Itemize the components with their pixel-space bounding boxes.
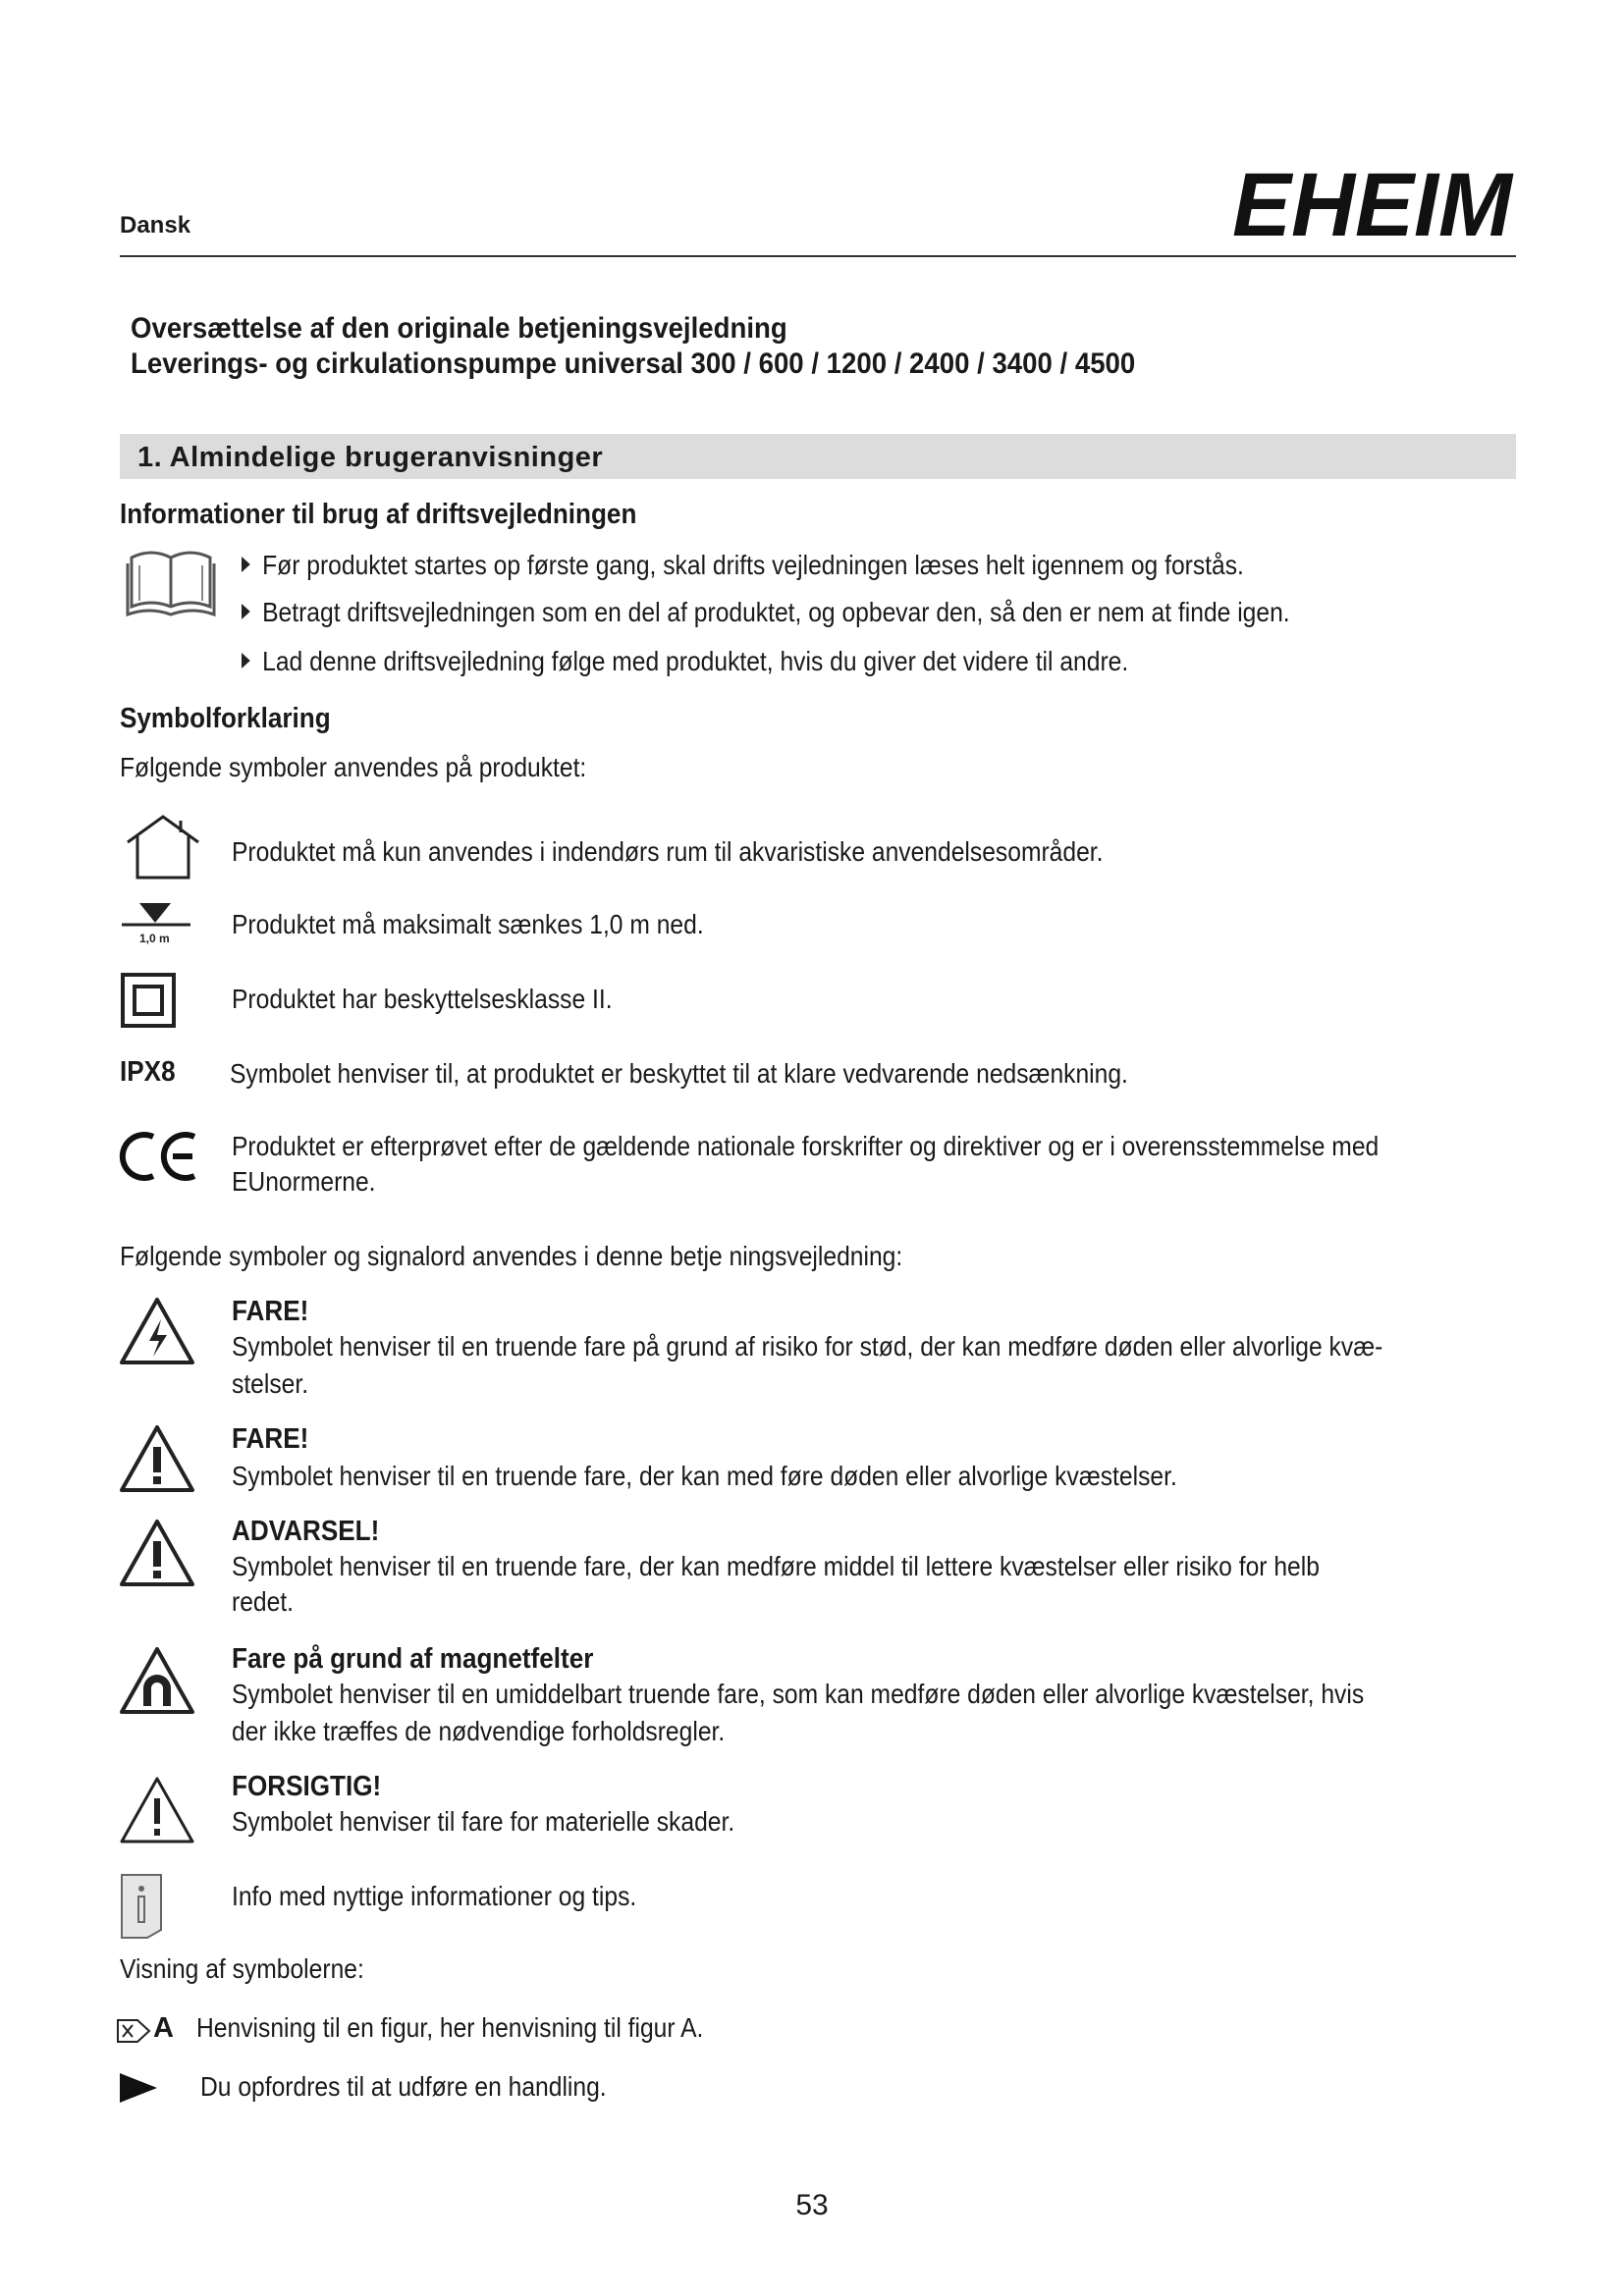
- warning-text-advarsel-1: Symbolet henviser til en truende fare, der kan medføre middel til lettere kvæstelser eller risiko for helb: [232, 1551, 1320, 1581]
- warning-text-magnet-1: Symbolet henviser til en umiddelbart truende fare, som kan medføre døden eller alvorlige kvæstelser, hvis: [232, 1679, 1365, 1709]
- symbol-text-ipx8: Symbolet henviser til, at produktet er beskyttet til at klare vedvarende nedsænkning.: [230, 1058, 1128, 1089]
- page-number: 53: [795, 2189, 829, 2221]
- symbol-text-ce-1: Produktet er efterprøvet efter de gældende nationale forskrifter og direktiver og er i overensstemmelse med: [232, 1131, 1380, 1161]
- house-icon: [122, 813, 204, 881]
- bullet-arrow-icon: [242, 653, 250, 668]
- symbol-text-indoor: Produktet må kun anvendes i indendørs rum til akvaristiske anvendelsesområder.: [232, 836, 1104, 867]
- figure-ref-text: Henvisning til en figur, her henvisning til figur A.: [196, 2012, 704, 2043]
- warning-title-advarsel: ADVARSEL!: [232, 1516, 380, 1547]
- warning-text-advarsel-2: redet.: [232, 1586, 295, 1617]
- warning-title-fare: FARE!: [232, 1423, 309, 1455]
- section-heading: 1. Almindelige brugeranvisninger: [137, 442, 604, 473]
- ipx8-label: IPX8: [120, 1056, 176, 1088]
- symbol-heading: Symbolforklaring: [120, 703, 331, 734]
- warning-title-electric: FARE!: [232, 1296, 309, 1327]
- info-bullet-3: Lad denne driftsvejledning følge med produktet, hvis du giver det videre til andre.: [242, 646, 1128, 677]
- symbol-text-protection: Produktet har beskyttelsesklasse II.: [232, 984, 613, 1014]
- symbol-intro: Følgende symboler anvendes på produktet:: [120, 752, 587, 782]
- caution-icon: [118, 1775, 196, 1845]
- info-bullet-2: Betragt driftsvejledningen som en del af produktet, og opbevar den, så den er nem at finde igen.: [242, 597, 1290, 628]
- warning-text-fare: Symbolet henviser til en truende fare, der kan med føre døden eller alvorlige kvæstelser.: [232, 1461, 1177, 1491]
- symbol-text-ce-2: EUnormerne.: [232, 1166, 376, 1197]
- electric-hazard-icon: [118, 1296, 196, 1366]
- warning-text-electric-1: Symbolet henviser til en truende fare på grund af risiko for stød, der kan medføre døden eller alvorlige kvæ-: [232, 1331, 1383, 1362]
- info-heading: Informationer til brug af driftsvejledningen: [120, 499, 637, 530]
- warning-text-electric-2: stelser.: [232, 1368, 309, 1399]
- eheim-logo: [1232, 155, 1517, 255]
- title-line-1: Oversættelse af den originale betjeningsvejledning: [131, 312, 787, 345]
- magnet-hazard-icon: [118, 1645, 196, 1716]
- display-heading: Visning af symbolerne:: [120, 1953, 364, 1984]
- protection-class-icon: [120, 972, 177, 1029]
- logo-text: EHEIM: [1232, 155, 1515, 255]
- depth-icon-label: 1,0 m: [139, 932, 170, 945]
- figure-ref-icon: [116, 2016, 151, 2046]
- warning-icon: [118, 1423, 196, 1494]
- book-icon: [126, 546, 216, 620]
- warning-title-forsigtig: FORSIGTIG!: [232, 1771, 382, 1802]
- warning-title-magnet: Fare på grund af magnetfelter: [232, 1643, 594, 1675]
- header-divider: [120, 255, 1516, 257]
- section-heading-bar: [120, 434, 1516, 479]
- warning-text-magnet-2: der ikke træffes de nødvendige forholdsregler.: [232, 1716, 726, 1746]
- title-line-2: Leverings- og cirkulationspumpe universal 300 / 600 / 1200 / 2400 / 3400 / 4500: [131, 347, 1136, 380]
- warning-text-forsigtig: Symbolet henviser til fare for materielle skader.: [232, 1806, 735, 1837]
- ce-mark-icon: [122, 1129, 200, 1184]
- info-text: Info med nyttige informationer og tips.: [232, 1881, 637, 1911]
- action-arrow-icon: [118, 2071, 159, 2105]
- bullet-arrow-icon: [242, 557, 250, 572]
- info-bullet-1: Før produktet startes op første gang, skal drifts vejledningen læses helt igennem og forstås.: [242, 550, 1244, 581]
- depth-icon: [122, 899, 190, 946]
- symbol-text-depth: Produktet må maksimalt sænkes 1,0 m ned.: [232, 909, 704, 939]
- manual-symbols-intro: Følgende symboler og signalord anvendes i denne betje ningsvejledning:: [120, 1241, 903, 1271]
- bullet-arrow-icon: [242, 604, 250, 619]
- header-language: Dansk: [120, 212, 191, 239]
- action-text: Du opfordres til at udføre en handling.: [200, 2071, 607, 2102]
- info-icon: [118, 1871, 165, 1942]
- warning-icon: [118, 1518, 196, 1588]
- figure-ref-label: A: [153, 2012, 174, 2044]
